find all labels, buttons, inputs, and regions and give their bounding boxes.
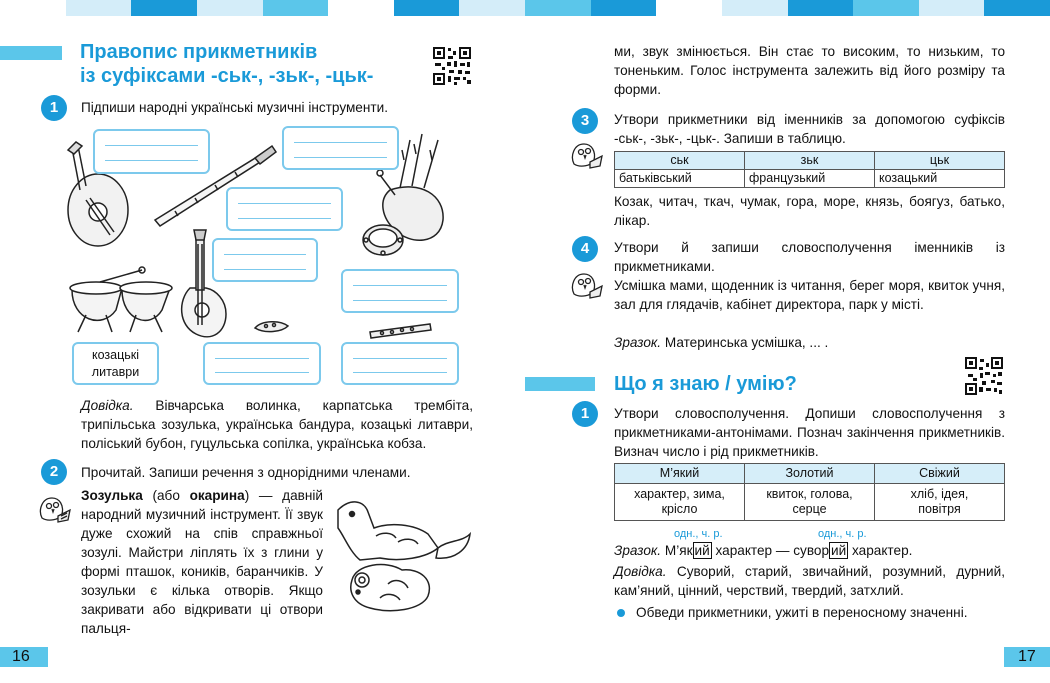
label-box[interactable]: [212, 238, 318, 282]
writing-owl-icon: [568, 266, 604, 302]
label-box[interactable]: [226, 187, 343, 231]
table-header: зьк: [745, 152, 875, 170]
title-accent-bar: [0, 46, 62, 60]
task1-instruction: Підпиши народні українські музичні інструменти.: [81, 100, 388, 115]
ending-box: ий: [831, 543, 847, 558]
writing-owl-icon: [568, 136, 604, 172]
label-box-filled: козацькі литаври: [72, 342, 159, 385]
table-header: Свіжий: [875, 464, 1005, 484]
page-title-line2: із суфіксами -ськ-, -зьк-, -цьк-: [80, 65, 374, 87]
hint-label: Довідка.: [614, 564, 667, 579]
table-header: цьк: [875, 152, 1005, 170]
grammar-note: одн., ч. р.: [674, 528, 723, 540]
task2-instruction: Прочитай. Запиши речення з однорідними членами.: [81, 465, 411, 480]
sample-label: Зразок.: [614, 335, 662, 350]
ending-box: ий: [694, 543, 710, 558]
label-box[interactable]: [341, 342, 459, 385]
task4-instruction: Утвори й запиши словосполучення іменників із прикметниками.: [614, 240, 1005, 274]
top-stripe: [0, 0, 1050, 16]
page-title: [80, 40, 420, 88]
task-number: 2: [41, 459, 67, 485]
hint-label: Довідка.: [81, 398, 134, 413]
page-number-right: [1004, 647, 1050, 667]
task5-sample: [614, 541, 1005, 560]
passage-text: (або: [142, 488, 190, 503]
table-cell: характер, зима, крісло: [615, 484, 745, 521]
sample-text: М’як: [661, 543, 693, 558]
bullet-icon: [617, 609, 625, 617]
page-number-text: 16: [12, 648, 30, 665]
passage-bold-word: Зозулька: [81, 488, 143, 503]
table-header: М’який: [615, 464, 745, 484]
table-header: Золотий: [745, 464, 875, 484]
page-title-line1: Правопис прикметників: [80, 41, 318, 63]
clay-toys-illustration: [330, 488, 480, 618]
section-accent-bar: [525, 377, 595, 391]
task-number: 4: [572, 236, 598, 262]
qr-code-icon[interactable]: [432, 46, 472, 86]
suffix-table: [614, 151, 1005, 188]
passage-continuation: ми, звук змінюється. Він стає то високим, то низьким, то тоненьким. Голос інструмента залежить від його розміру та форми.: [614, 44, 1005, 97]
sample-text: характер — сувор: [711, 543, 830, 558]
task1-hint: [81, 396, 473, 453]
tambourine-icon: [363, 225, 403, 255]
table-cell: квиток, голова, серце: [745, 484, 875, 521]
table-cell[interactable]: французький: [745, 170, 875, 188]
task5-instruction: Утвори словосполучення. Допиши словосполучення з прикметниками-антонімами. Познач закінчення прикметників. Визнач число і рід прикметників.: [614, 406, 1005, 459]
sample-label: Зразок.: [614, 543, 662, 558]
sample-text: характер.: [848, 543, 913, 558]
task2-passage: [81, 486, 323, 638]
grammar-note: одн., ч. р.: [818, 528, 867, 540]
table-cell[interactable]: козацький: [875, 170, 1005, 188]
table-header: ськ: [615, 152, 745, 170]
ocarina-icon: [255, 322, 288, 332]
page-number-left: [0, 647, 48, 667]
sample-text: Материнська усмішка, ... .: [661, 335, 829, 350]
task-number: 1: [41, 95, 67, 121]
label-box[interactable]: [282, 126, 399, 170]
task4-words: Усмішка мами, щоденник із читання, берег моря, квиток учня, зал для глядачів, кабінет директора, парк у місті.: [614, 278, 1005, 312]
task-number: 1: [572, 401, 598, 427]
hint-text: Суворий, старий, звичайний, розумний, дурний, кам’яний, цінний, черствий, твердий, затхлий.: [614, 564, 1005, 598]
task5-hint: [614, 562, 1005, 600]
hint-text: Вівчарська волинка, карпатська трембіта, трипільська зозулька, українська бандура, козацькі литаври, поліський бубон, гуцульська сопілка, українська кобза.: [81, 398, 473, 451]
label-box[interactable]: [203, 342, 321, 385]
task5-bullet-text: Обведи прикметники, ужиті в переносному значенні.: [636, 605, 968, 620]
sopilka-icon: [370, 324, 431, 338]
task-number: 3: [572, 108, 598, 134]
writing-owl-icon: [36, 490, 72, 526]
table-cell[interactable]: батьківський: [615, 170, 745, 188]
qr-code-icon[interactable]: [964, 356, 1004, 396]
task3-instruction: Утвори прикметники від іменників за допомогою суфіксів -ськ-, -зьк-, -цьк-. Запиши в таблицю.: [614, 112, 1005, 146]
passage-text: ) — давній народний музичний інструмент. Її звук дуже схожий на спів справжньої зозулі. Майстри ліплять їх з глини у формі пташок, коників, баранчиків. У зозульки є кілька отворів. Якщо закривати або відкривати ці отвори пальця-: [81, 488, 323, 636]
antonyms-table: [614, 463, 1005, 521]
task4-sample: [614, 333, 1005, 352]
passage-bold-word: окарина: [189, 488, 245, 503]
section-title: Що я знаю / умію?: [614, 373, 797, 395]
label-box[interactable]: [93, 129, 210, 174]
label-box[interactable]: [341, 269, 459, 313]
page-number-text: 17: [1018, 648, 1036, 665]
kettle-drums-icon: [70, 267, 172, 332]
task3-words: Козак, читач, ткач, чумак, гора, море, князь, боягуз, батько, лікар.: [614, 194, 1005, 228]
table-cell: хліб, ідея, повітря: [875, 484, 1005, 521]
